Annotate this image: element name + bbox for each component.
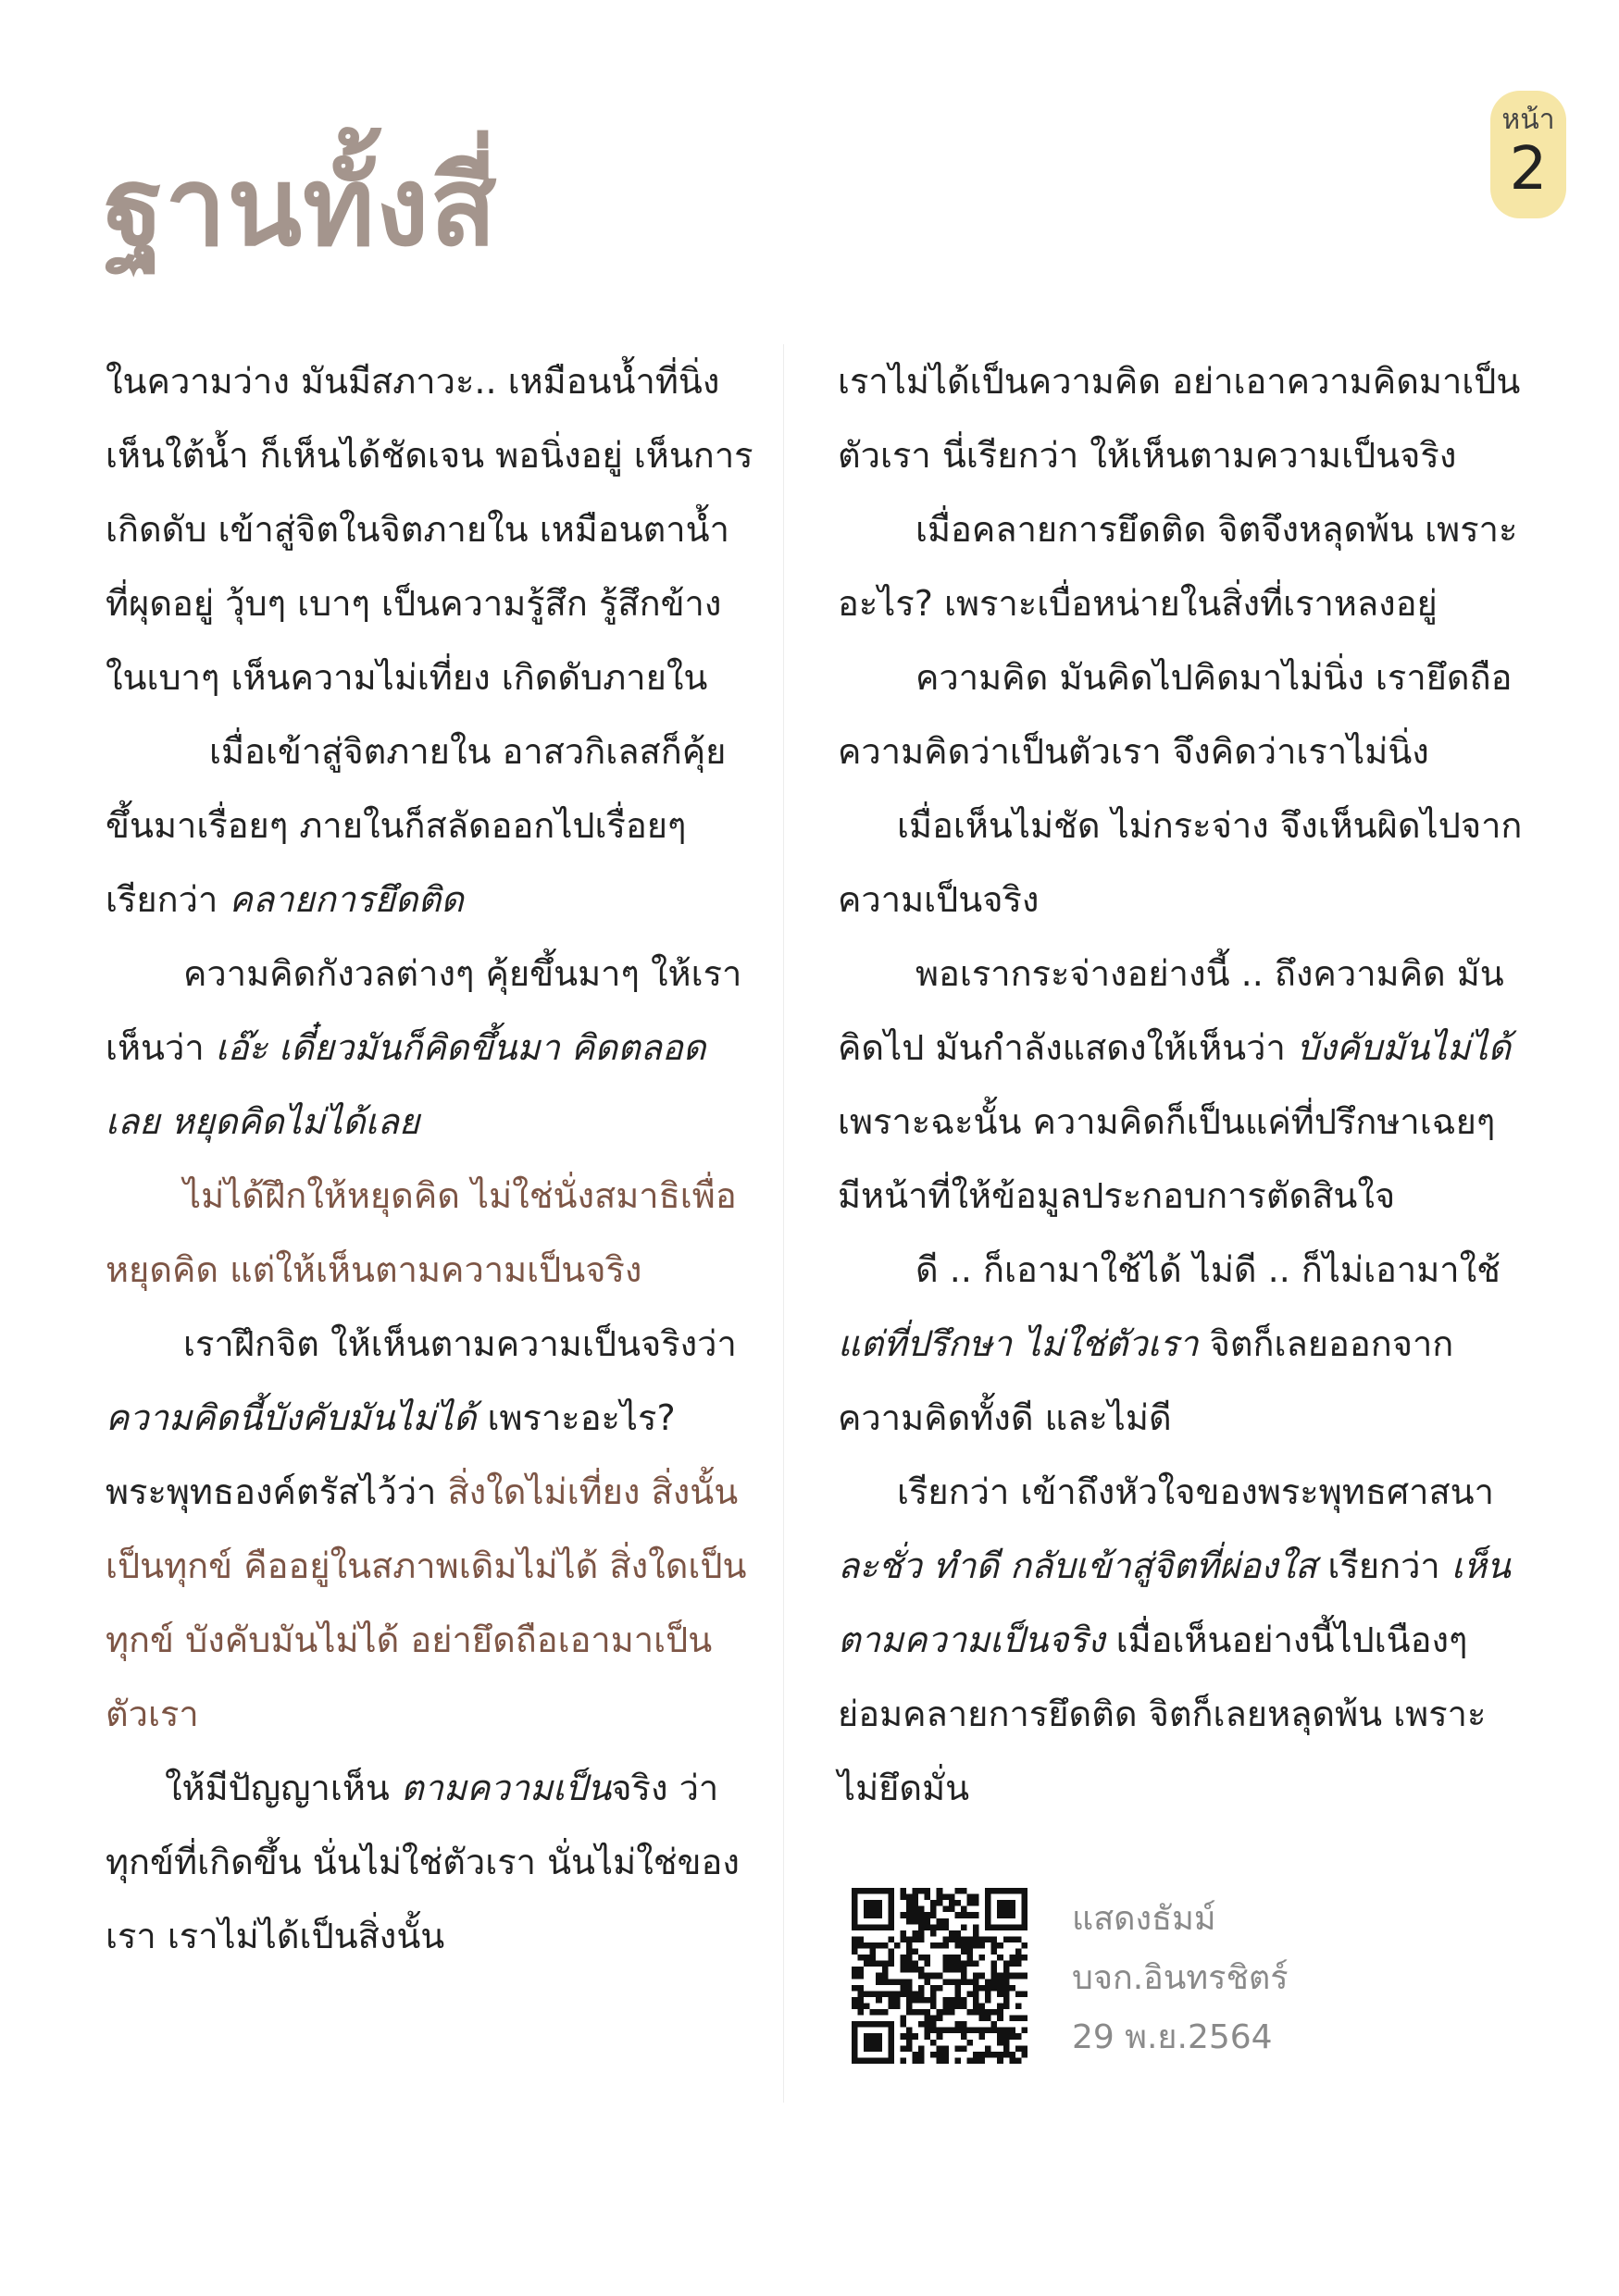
text-line bbox=[106, 492, 772, 566]
text-line bbox=[106, 1233, 772, 1307]
text-line bbox=[106, 1825, 772, 1899]
line-highlight: สิ่งใดไม่เที่ยง สิ่งนั้น bbox=[447, 1471, 739, 1512]
line-text: เกิดดับ เข้าสู่จิตในจิตภายใน เหมือนตาน้ำ bbox=[106, 509, 729, 550]
line-text: ย่อมคลายการยึดติด จิตก็เลยหลุดพ้น เพราะ bbox=[838, 1694, 1487, 1734]
line-text: เป็นทุกข์ คืออยู่ในสภาพเดิมไม่ได้ สิ่งใดเป็น bbox=[106, 1545, 747, 1586]
text-line bbox=[838, 788, 1541, 863]
line-emphasis: ตามความเป็น bbox=[400, 1768, 612, 1808]
text-line bbox=[838, 1677, 1541, 1751]
line-text: จิตก็เลยออกจาก bbox=[1198, 1323, 1454, 1364]
line-text: เพราะฉะนั้น ความคิดก็เป็นแค่ที่ปรึกษาเฉยๆ bbox=[838, 1101, 1496, 1142]
line-text: เราไม่ได้เป็นความคิด อย่าเอาความคิดมาเป็น bbox=[838, 361, 1521, 402]
line-text: จริง ว่า bbox=[611, 1768, 719, 1808]
page-label: หน้า bbox=[1501, 104, 1555, 136]
line-text: มีหน้าที่ให้ข้อมูลประกอบการตัดสินใจ bbox=[838, 1175, 1396, 1216]
line-text: ในเบาๆ เห็นความไม่เที่ยง เกิดดับภายใน bbox=[106, 657, 708, 698]
text-line bbox=[106, 1011, 772, 1085]
line-text: ความคิดว่าเป็นตัวเรา จึงคิดว่าเราไม่นิ่ง bbox=[838, 731, 1429, 772]
line-text: ขึ้นมาเรื่อยๆ ภายในก็สลัดออกไปเรื่อยๆ bbox=[106, 805, 687, 846]
text-line bbox=[838, 418, 1541, 492]
line-emphasis: ความคิดนี้บังคับมันไม่ได้ bbox=[106, 1397, 477, 1438]
line-text: อะไร? เพราะเบื่อหน่ายในสิ่งที่เราหลงอยู่ bbox=[838, 583, 1438, 624]
line-text: เพราะอะไร? bbox=[476, 1397, 676, 1438]
text-line bbox=[838, 640, 1541, 714]
line-text: เรียกว่า bbox=[106, 879, 230, 920]
line-text: เห็นว่า bbox=[106, 1027, 216, 1068]
text-line bbox=[838, 937, 1541, 1011]
text-line bbox=[838, 1085, 1541, 1159]
text-line bbox=[106, 1159, 772, 1233]
line-text: เห็นใต้น้ำ ก็เห็นได้ชัดเจน พอนิ่งอยู่ เห็นการ bbox=[106, 435, 753, 476]
line-text: ตัวเรา bbox=[106, 1694, 199, 1734]
text-line bbox=[838, 1455, 1541, 1529]
text-line bbox=[106, 1899, 772, 1973]
page-number-badge bbox=[1490, 91, 1566, 218]
line-text: ความเป็นจริง bbox=[838, 879, 1040, 920]
text-line bbox=[106, 863, 772, 937]
line-text: ในความว่าง มันมีสภาวะ.. เหมือนน้ำที่นิ่ง bbox=[106, 361, 720, 402]
line-text: ความคิดกังวลต่างๆ คุ้ยขึ้นมาๆ ให้เรา bbox=[183, 953, 742, 994]
right-text-column bbox=[838, 344, 1541, 1825]
line-text: ความคิดทั้งดี และไม่ดี bbox=[838, 1397, 1172, 1438]
line-emphasis: ตามความเป็นจริง bbox=[838, 1620, 1105, 1660]
line-emphasis: แต่ที่ปรึกษา ไม่ใช่ตัวเรา bbox=[838, 1323, 1199, 1364]
line-text: ไม่ยึดมั่น bbox=[838, 1768, 970, 1808]
line-emphasis: เอ๊ะ เดี๋ยวมันก็คิดขึ้นมา คิดตลอด bbox=[215, 1027, 706, 1068]
text-line bbox=[106, 1751, 772, 1825]
text-line bbox=[838, 566, 1541, 640]
line-text: ทุกข์ บังคับมันไม่ได้ อย่ายึดถือเอามาเป็น bbox=[106, 1620, 713, 1660]
text-line bbox=[106, 640, 772, 714]
qr-code-icon bbox=[852, 1888, 1027, 2064]
line-emphasis: เห็น bbox=[1451, 1545, 1511, 1586]
line-text: พอเรากระจ่างอย่างนี้ .. ถึงความคิด มัน bbox=[915, 953, 1504, 994]
text-line bbox=[838, 344, 1541, 418]
text-line bbox=[106, 1677, 772, 1751]
line-text: เมื่อเห็นไม่ชัด ไม่กระจ่าง จึงเห็นผิดไปจาก bbox=[897, 805, 1523, 846]
page-number: 2 bbox=[1509, 135, 1548, 204]
text-line bbox=[106, 1455, 772, 1529]
text-line bbox=[838, 1233, 1541, 1307]
text-line bbox=[106, 1381, 772, 1455]
line-text: ดี .. ก็เอามาใช้ได้ ไม่ดี .. ก็ไม่เอามาใช้ bbox=[915, 1249, 1501, 1290]
footer-line-3: 29 พ.ย.2564 bbox=[1072, 2018, 1273, 2056]
line-text: ไม่ได้ฝึกให้หยุดคิด ไม่ใช่นั่งสมาธิเพื่อ bbox=[183, 1175, 737, 1216]
text-line bbox=[838, 863, 1541, 937]
text-line bbox=[838, 1381, 1541, 1455]
line-text: ความคิด มันคิดไปคิดมาไม่นิ่ง เรายึดถือ bbox=[915, 657, 1513, 698]
text-line bbox=[106, 788, 772, 863]
text-line bbox=[838, 492, 1541, 566]
line-text: ตัวเรา นี่เรียกว่า ให้เห็นตามความเป็นจริง bbox=[838, 435, 1457, 476]
line-text: เรา เราไม่ได้เป็นสิ่งนั้น bbox=[106, 1916, 445, 1956]
footer-line-1: แสดงธัมม์ bbox=[1072, 1900, 1216, 1938]
text-line bbox=[838, 1011, 1541, 1085]
text-line bbox=[106, 344, 772, 418]
line-text: ทุกข์ที่เกิดขึ้น นั่นไม่ใช่ตัวเรา นั่นไม่ใช่ของ bbox=[106, 1842, 740, 1882]
footer-line-2: บจก.อินทรชิตร์ bbox=[1072, 1959, 1289, 1997]
line-text: เมื่อคลายการยึดติด จิตจึงหลุดพ้น เพราะ bbox=[915, 509, 1518, 550]
text-line bbox=[106, 1529, 772, 1603]
text-line bbox=[106, 418, 772, 492]
column-divider bbox=[783, 344, 784, 2103]
line-text: เมื่อเข้าสู่จิตภายใน อาสวกิเลสก็คุ้ย bbox=[209, 731, 727, 772]
line-text: หยุดคิด แต่ให้เห็นตามความเป็นจริง bbox=[106, 1249, 642, 1290]
text-line bbox=[838, 1751, 1541, 1825]
text-line bbox=[106, 1085, 772, 1159]
line-text: เลย หยุดคิดไม่ได้เลย bbox=[106, 1101, 420, 1142]
line-text: เมื่อเห็นอย่างนี้ไปเนืองๆ bbox=[1104, 1620, 1468, 1660]
line-text: เรียกว่า เข้าถึงหัวใจของพระพุทธศาสนา bbox=[897, 1471, 1494, 1512]
line-text: พระพุทธองค์ตรัสไว้ว่า bbox=[106, 1471, 448, 1512]
line-text: ที่ผุดอยู่ วุ้บๆ เบาๆ เป็นความรู้สึก รู้สึกข้าง bbox=[106, 583, 722, 624]
text-line bbox=[106, 714, 772, 788]
line-text: เราฝึกจิต ให้เห็นตามความเป็นจริงว่า bbox=[183, 1323, 737, 1364]
line-emphasis: บังคับมันไม่ได้ bbox=[1296, 1027, 1512, 1068]
text-line bbox=[106, 937, 772, 1011]
text-line bbox=[838, 714, 1541, 788]
text-line bbox=[106, 566, 772, 640]
line-text: ให้มีปัญญาเห็น bbox=[165, 1768, 401, 1808]
text-line bbox=[838, 1307, 1541, 1381]
text-line bbox=[838, 1159, 1541, 1233]
line-emphasis: ละชั่ว ทำดี กลับเข้าสู่จิตที่ผ่องใส bbox=[838, 1545, 1317, 1586]
line-emphasis: คลายการยึดติด bbox=[229, 879, 464, 920]
footer-signature bbox=[1072, 1890, 1289, 2067]
line-text: เรียกว่า bbox=[1316, 1545, 1451, 1586]
text-line bbox=[106, 1603, 772, 1677]
text-line bbox=[106, 1307, 772, 1381]
line-text: คิดไป มันกำลังแสดงให้เห็นว่า bbox=[838, 1027, 1297, 1068]
text-line bbox=[838, 1529, 1541, 1603]
text-line bbox=[838, 1603, 1541, 1677]
page-title: ฐานทั้งสี่ bbox=[104, 143, 498, 270]
left-text-column bbox=[106, 344, 772, 1973]
